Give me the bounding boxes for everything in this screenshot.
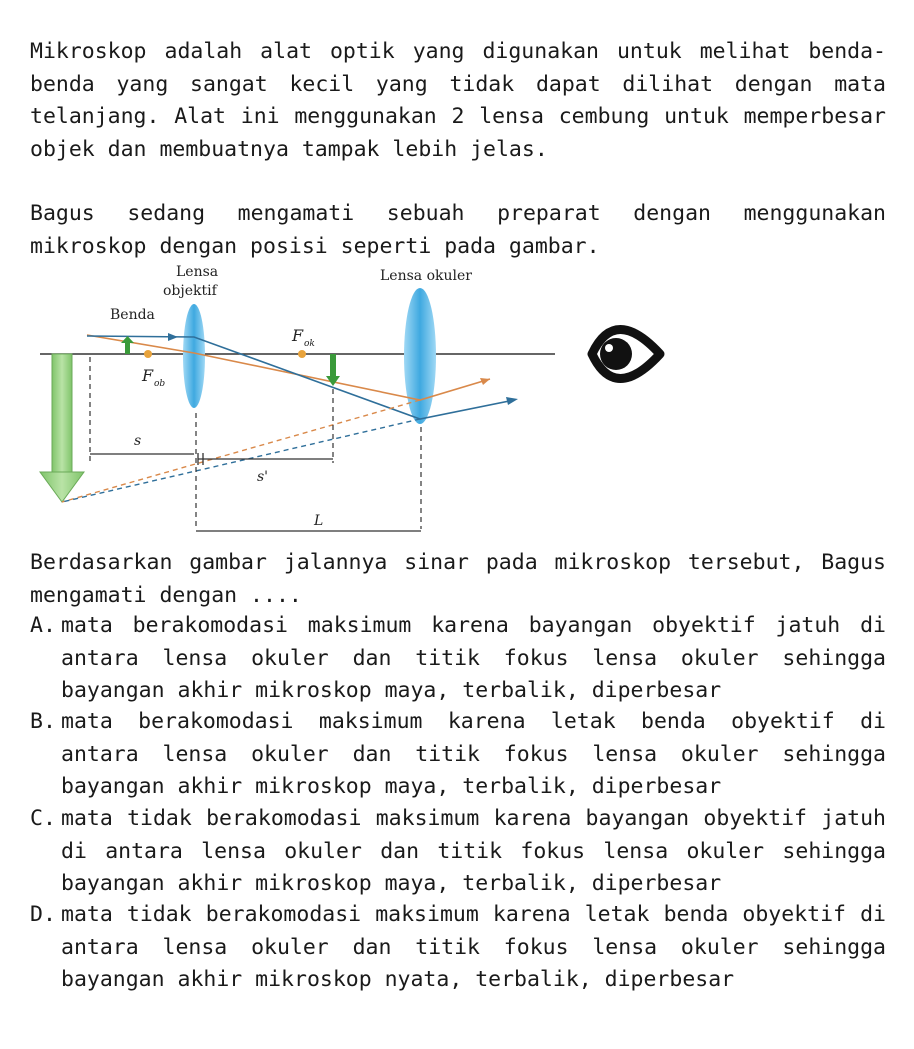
- eye-icon: [592, 330, 660, 379]
- object-arrow: [121, 336, 134, 354]
- option-a-text: mata berakomodasi maksimum karena bayangan obyektif jatuh di antara lensa okuler dan titik fokus lensa okuler sehingga bayangan akhir mikroskop maya, terbalik, diperbesar: [61, 613, 886, 703]
- label-L: L: [314, 513, 324, 529]
- microscope-diagram: [0, 255, 914, 545]
- focus-objective: [144, 350, 152, 358]
- option-a-letter: A.: [30, 613, 56, 638]
- label-objektif: objektif: [163, 283, 217, 299]
- option-d-letter: D.: [30, 902, 56, 927]
- label-f-ok-main: F: [292, 326, 304, 345]
- question-text: Berdasarkan gambar jalannya sinar pada mikroskop tersebut, Bagus mengamati dengan ....: [30, 550, 886, 608]
- scenario-paragraph: Bagus sedang mengamati sebuah preparat dengan menggunakan mikroskop dengan posisi seperti pada gambar.: [30, 201, 886, 259]
- label-f-ok-sub: ok: [304, 339, 315, 349]
- option-b-text: mata berakomodasi maksimum karena letak benda obyektif di antara lensa okuler dan titik fokus lensa okuler sehingga bayangan akhir mikroskop maya, terbalik, diperbesar: [61, 709, 886, 799]
- label-s-prime: s': [257, 469, 269, 485]
- label-s: s: [134, 433, 142, 449]
- option-a[interactable]: [30, 610, 886, 708]
- option-b[interactable]: [30, 706, 886, 804]
- focus-eyepiece: [298, 350, 306, 358]
- label-lensa: Lensa: [176, 264, 219, 280]
- option-c[interactable]: [30, 803, 886, 901]
- option-c-letter: C.: [30, 806, 56, 831]
- final-image-arrow: [40, 354, 84, 502]
- label-f-ok: [291, 326, 315, 349]
- ray-paths: [62, 333, 518, 502]
- objective-lens: [183, 304, 205, 408]
- label-okuler: Lensa okuler: [380, 268, 472, 284]
- option-d-text: mata tidak berakomodasi maksimum karena letak benda obyektif di antara lensa okuler dan titik fokus lensa okuler sehingga bayangan akhir mikroskop nyata, terbalik, diperbesar: [61, 902, 886, 992]
- option-d[interactable]: [30, 899, 886, 997]
- label-f-ob: [141, 366, 165, 389]
- intro-paragraph: Mikroskop adalah alat optik yang digunakan untuk melihat benda-benda yang sangat kecil yang tidak dapat dilihat dengan mata telanjang. Alat ini menggunakan 2 lensa cembung untuk memperbesar objek dan membuatnya tampak lebih jelas.: [30, 39, 886, 162]
- option-c-text: mata tidak berakomodasi maksimum karena bayangan obyektif jatuh di antara lensa okuler dan titik fokus lensa okuler sehingga bayangan akhir mikroskop maya, terbalik, diperbesar: [61, 806, 886, 896]
- option-b-letter: B.: [30, 709, 56, 734]
- dimension-s-prime: [198, 453, 333, 465]
- label-benda: Benda: [110, 307, 155, 323]
- label-f-ob-sub: ob: [154, 379, 166, 389]
- label-f-ob-main: F: [142, 366, 154, 385]
